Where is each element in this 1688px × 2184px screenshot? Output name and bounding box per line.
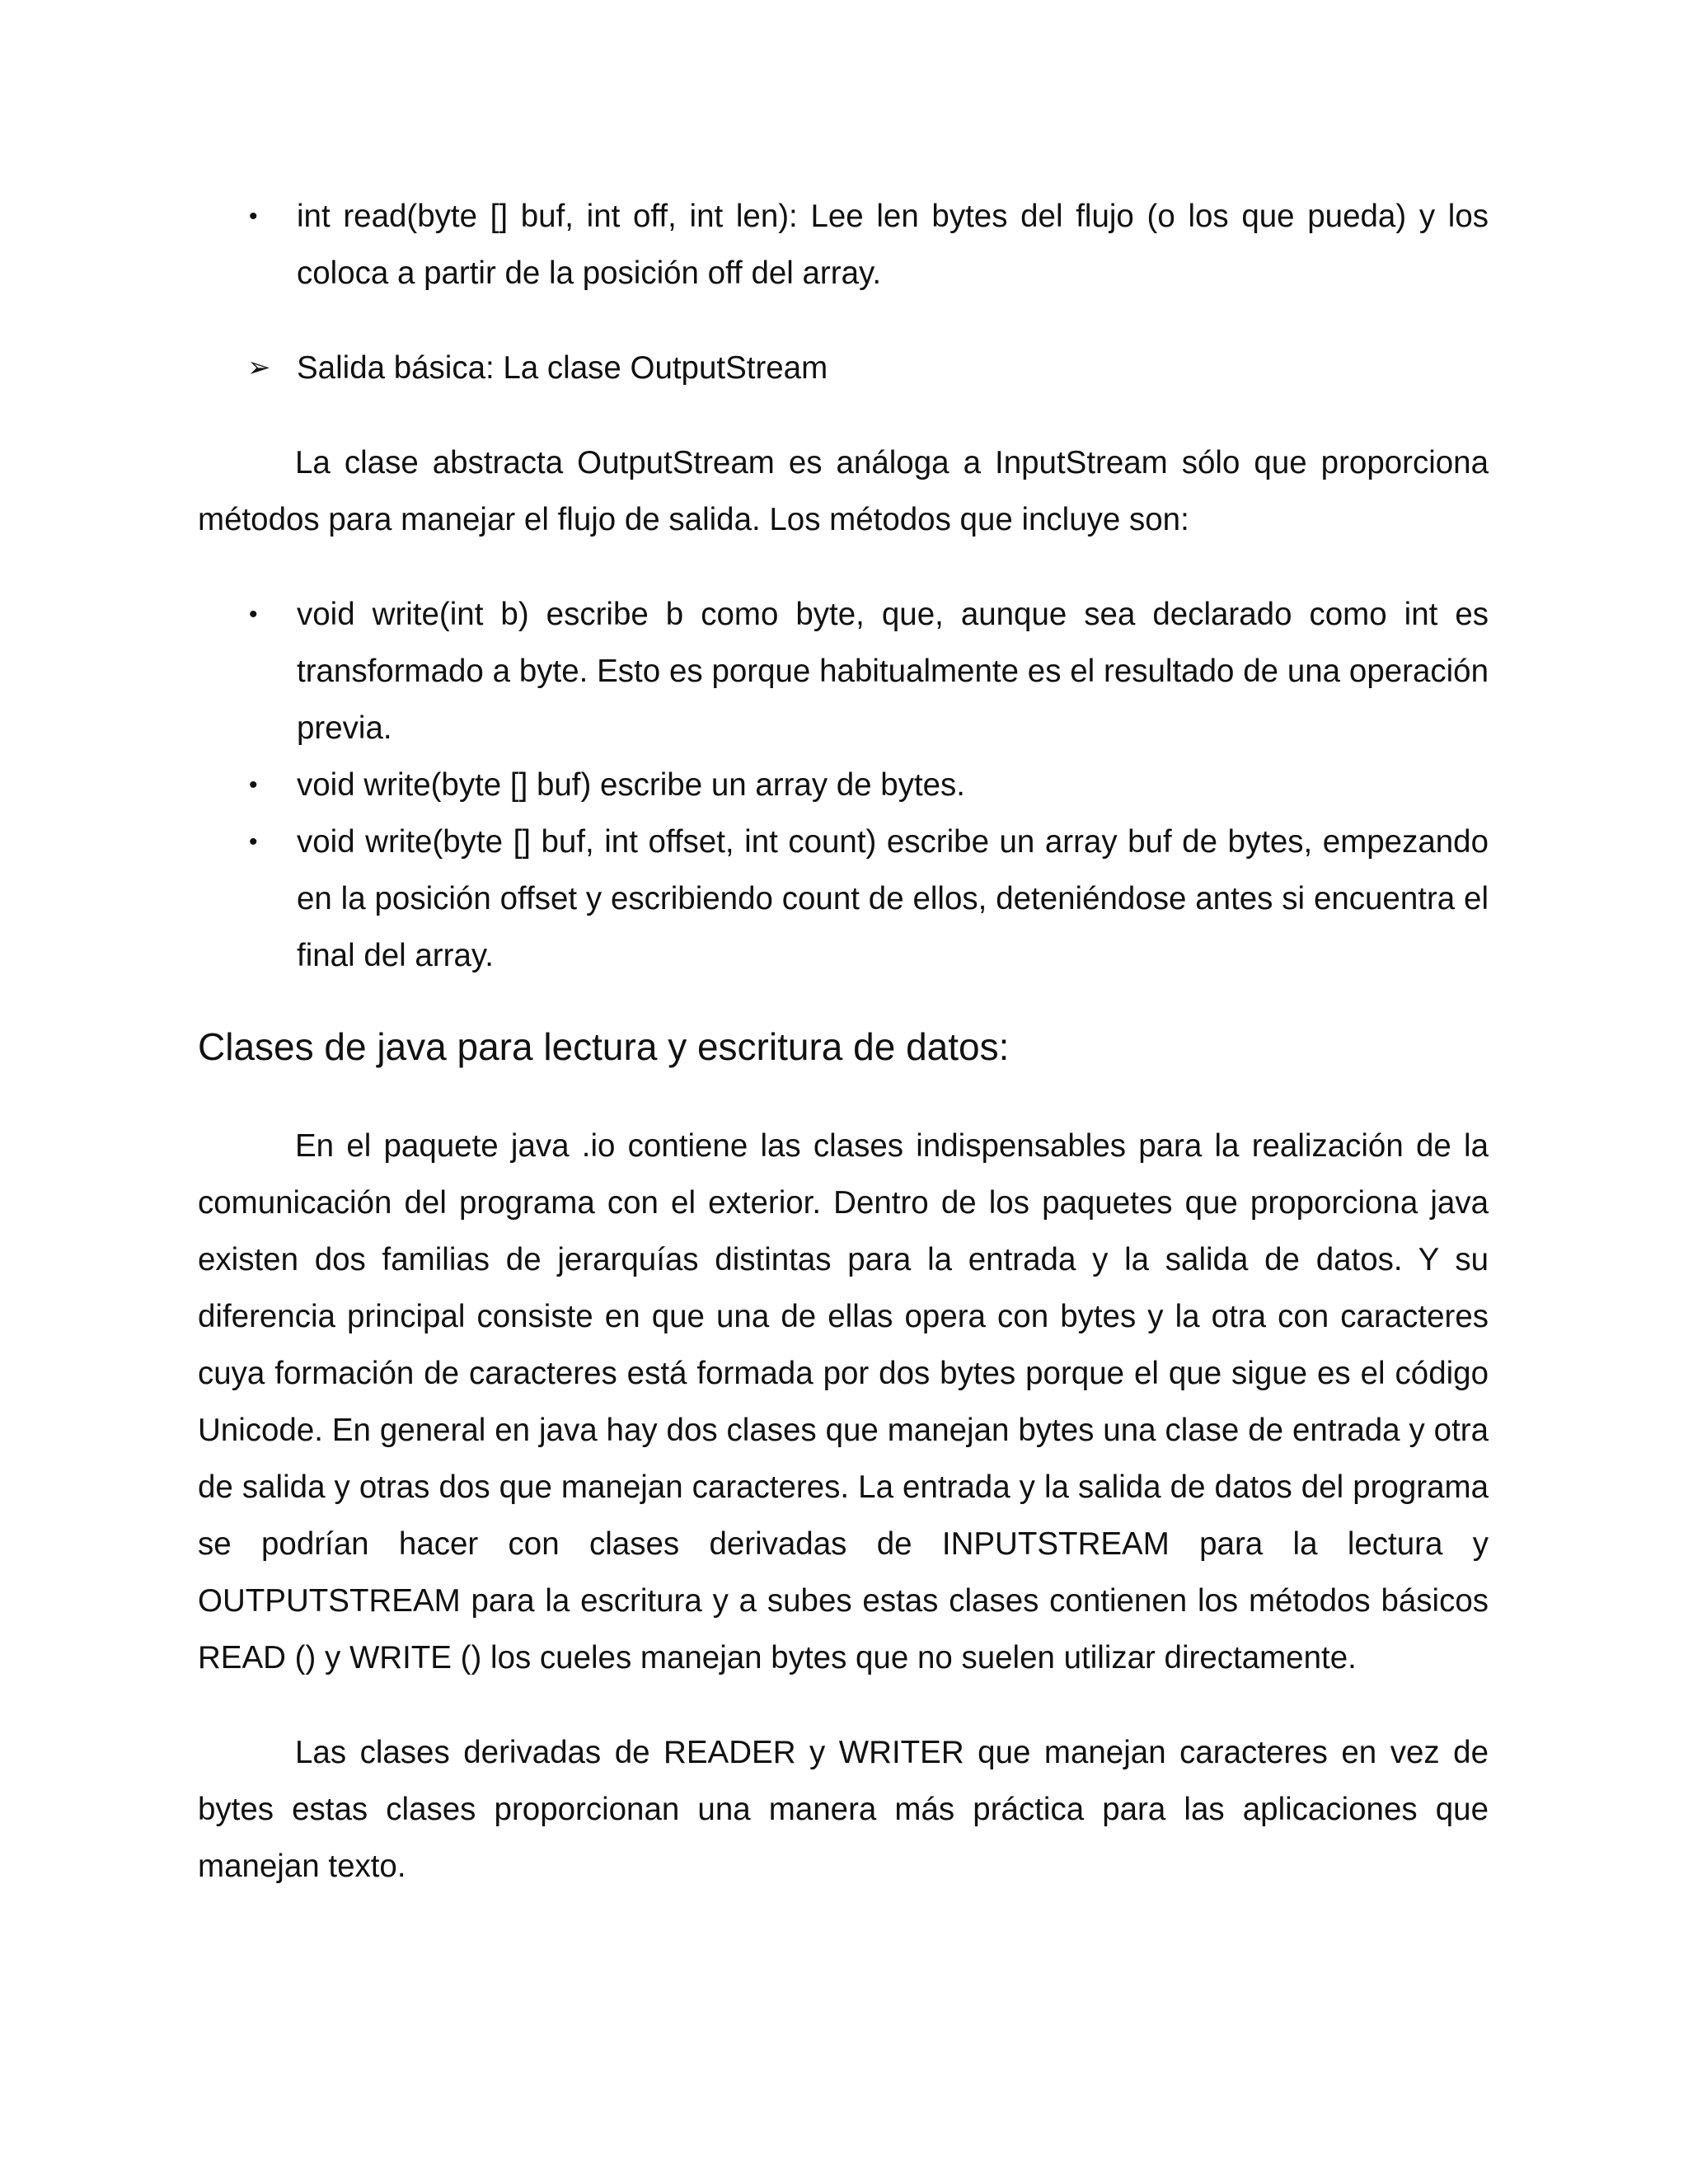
outputstream-paragraph: La clase abstracta OutputStream es análoga a InputStream sólo que proporciona métodos para manejar el flujo de salida. Los métodos que incluye son:: [198, 445, 1489, 537]
list-item: [198, 188, 1489, 302]
java-io-paragraph: En el paquete java .io contiene las clases indispensables para la realización de la comunicación del programa con el exterior. Dentro de los paquetes que proporciona java existen dos familias de jerarquías distintas para la entrada y la salida de datos. Y su diferencia principal consiste en que una de ellas opera con bytes y la otra con caracteres cuya formación de caracteres está formada por dos bytes porque el que sigue es el código Unicode. En general en java hay dos clases que manejan bytes una clase de entrada y otra de salida y otras dos que manejan caracteres. La entrada y la salida de datos del programa se podrían hacer con clases derivadas de INPUTSTREAM para la lectura y OUTPUTSTREAM para la escritura y a subes estas clases contienen los métodos básicos READ () y WRITE () los cueles manejan bytes que no suelen utilizar directamente.: [198, 1128, 1489, 1675]
bullet-icon: •: [249, 203, 258, 230]
outputstream-subheading: [198, 340, 1489, 396]
reader-writer-paragraph: Las clases derivadas de READER y WRITER que manejan caracteres en vez de bytes estas clases proporcionan una manera más práctica para las aplicaciones que manejan texto.: [198, 1735, 1489, 1884]
write-method-list: [198, 586, 1489, 984]
list-item-text: void write(byte [] buf, int offset, int count) escribe un array buf de bytes, empezando en la posición offset y escribiendo count de ellos, deteniéndose antes si encuentra el final del array.: [297, 824, 1489, 973]
section-heading: Clases de java para lectura y escritura de datos:: [198, 1025, 1010, 1068]
list-item-text: void write(int b) escribe b como byte, que, aunque sea declarado como int es transformado a byte. Esto es porque habitualmente es el resultado de una operación previa.: [297, 597, 1489, 746]
read-method-list: [198, 188, 1489, 302]
arrow-bullet-icon: ➢: [247, 352, 271, 383]
bullet-icon: •: [249, 771, 258, 799]
bullet-icon: •: [249, 828, 258, 855]
list-item: [198, 757, 1489, 813]
list-item: [198, 586, 1489, 757]
subheading-text: Salida básica: La clase OutputStream: [297, 350, 828, 386]
list-item-text: void write(byte [] buf) escribe un array de bytes.: [297, 767, 966, 803]
document-page: [198, 188, 1489, 1895]
list-item: [198, 813, 1489, 984]
list-item-text: int read(byte [] buf, int off, int len): Lee len bytes del flujo (o los que pueda) y los coloca a partir de la posición off del array.: [297, 199, 1489, 291]
bullet-icon: •: [249, 601, 258, 628]
